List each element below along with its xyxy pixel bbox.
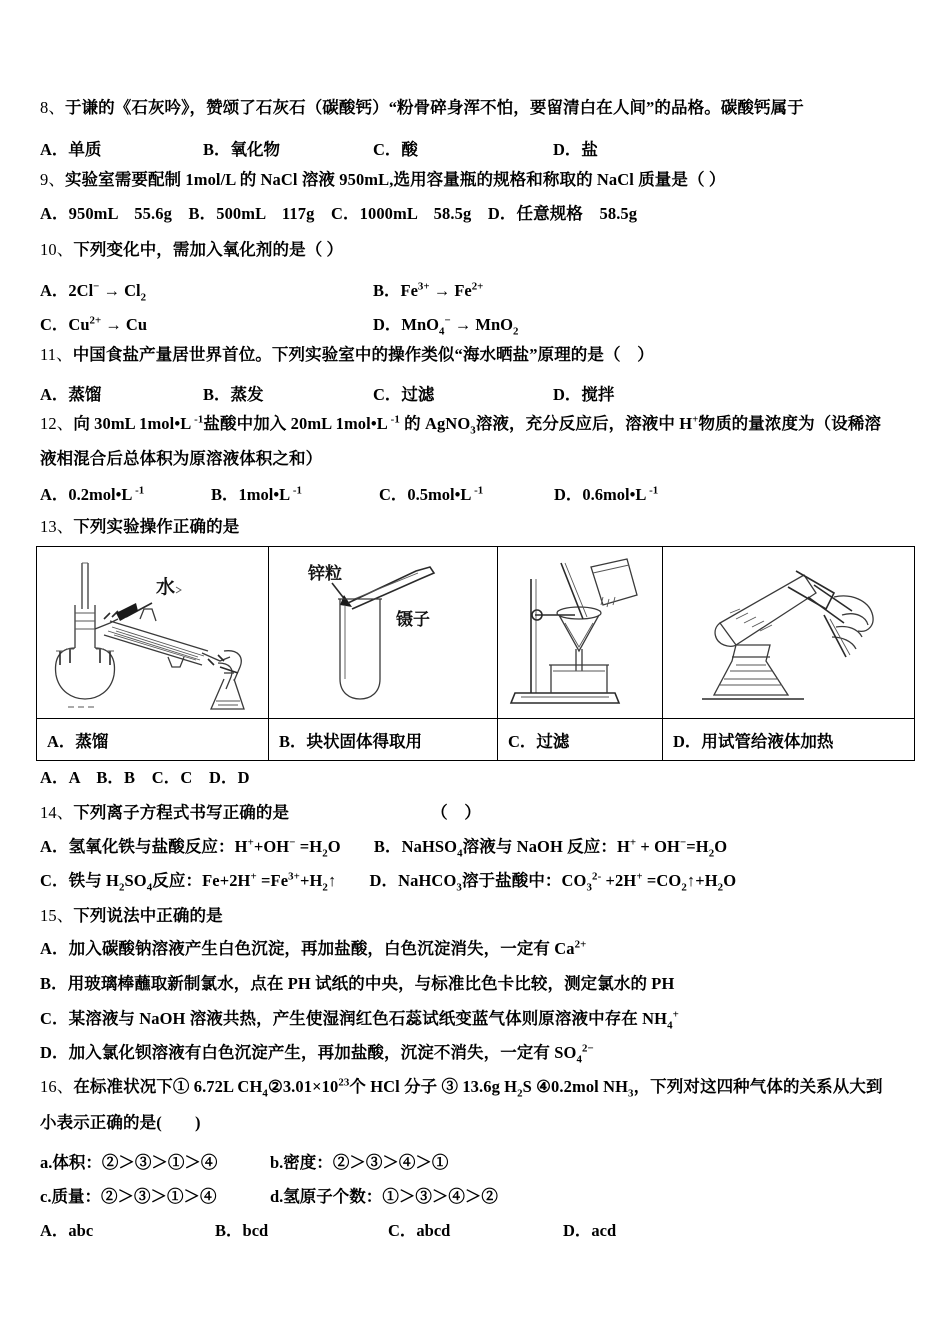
q12-option-d-formula: 0.6mol•L $^{-1}$ — [582, 484, 659, 504]
q16-statement-c — [40, 1183, 270, 1207]
q10-number: 10、 — [40, 240, 74, 259]
apparatus-label-b-letter: B． — [279, 731, 307, 751]
q8-option-a-label: A． — [40, 140, 69, 159]
q9-number: 9、 — [40, 170, 65, 189]
q11-option-a-label: A． — [40, 385, 69, 404]
q16-option-d-text: acd — [591, 1221, 617, 1240]
q8-option-a-text: 单质 — [68, 140, 102, 159]
q15-stem-text: 下列说法中正确的是 — [73, 906, 223, 925]
q8-option-c-label: C． — [373, 140, 402, 159]
q16-statement-d-value: ①＞③＞④＞② — [382, 1187, 498, 1206]
q10-options-row2 — [40, 311, 930, 338]
q16-option-a[interactable] — [40, 1217, 215, 1241]
q16-statement-a-key: a.体积： — [40, 1153, 102, 1172]
q12-option-c-formula: 0.5mol•L $^{-1}$ — [407, 484, 484, 504]
q16-statement-b — [270, 1149, 448, 1173]
q8-option-d-label: D． — [553, 140, 582, 159]
question-16-stem-line1 — [40, 1076, 940, 1100]
question-12-stem-line1 — [40, 413, 935, 437]
q16-statements-row2 — [40, 1183, 930, 1207]
q12-option-c-label: C． — [379, 485, 408, 504]
q10-option-c[interactable] — [40, 311, 373, 335]
apparatus-label-a[interactable] — [37, 719, 269, 761]
q8-options — [40, 136, 930, 160]
q16-option-a-text: abc — [68, 1221, 94, 1240]
q11-option-d-text: 搅拌 — [581, 385, 615, 404]
q15-option-b[interactable]: B．用玻璃棒蘸取新制氯水，点在 PH 试纸的中央，与标准比色卡比较，测定氯水的 PH — [40, 974, 675, 993]
apparatus-table — [36, 546, 915, 761]
apparatus-label-b-text: 块状固体得取用 — [306, 731, 423, 751]
q16-statement-b-key: b.密度： — [270, 1153, 333, 1172]
q15-option-c[interactable]: C．某溶液与 NaOH 溶液共热，产生使湿润红色石蕊试纸变蓝气体则原溶液中存在 $NH_4^+$ — [40, 1008, 679, 1032]
q12-option-d-label: D． — [554, 485, 583, 504]
q16-option-a-label: A． — [40, 1221, 69, 1240]
apparatus-cell-c — [498, 547, 663, 719]
water-label-text: 水 — [155, 575, 175, 598]
q16-option-d[interactable] — [563, 1217, 616, 1241]
q16-statement-a — [40, 1149, 270, 1173]
question-10-stem — [40, 242, 930, 259]
q12-stem-text-1: 向 30mL 1mol•L $^{-1}$盐酸中加入 20mL 1mol•L $^{-1}$ 的 AgNO$_3$溶液，充分反应后，溶液中 H+物质的量浓度为（设稀溶 — [73, 413, 882, 437]
q8-stem-text: 于谦的《石灰吟》，赞颂了石灰石（碳酸钙）“粉骨碎身浑不怕，要留清白在人间”的品格。碳酸钙属于 — [64, 98, 804, 117]
q12-option-a-label: A． — [40, 485, 69, 504]
heating-test-tube-icon — [684, 553, 894, 713]
q13-answer-options[interactable]: A．A B．B C．C D．D — [40, 768, 250, 787]
q16-option-d-label: D． — [563, 1221, 592, 1240]
q12-stem-line2: 液相混合后总体积为原溶液体积之和） — [40, 449, 323, 468]
q16-option-b[interactable] — [215, 1217, 388, 1241]
q8-stem — [40, 100, 930, 117]
zinc-granule-label-text: 锌粒 — [308, 563, 342, 584]
apparatus-label-c[interactable] — [498, 719, 663, 761]
q9-options-line[interactable]: A．950mL 55.6g B．500mL 117g C．1000mL 58.5g D．任意规格 58.5g — [40, 204, 638, 223]
test-tube-tweezers-icon — [288, 553, 478, 713]
apparatus-figure-row — [37, 547, 915, 719]
filtration-apparatus-icon — [505, 553, 655, 713]
q11-option-a[interactable] — [40, 381, 203, 405]
q10-option-b[interactable] — [373, 277, 483, 301]
apparatus-label-a-text: 蒸馏 — [75, 731, 109, 751]
q14-option-line-2[interactable]: C．铁与 $H_2SO_4$反应：$Fe+2H^+ =Fe^{3+}+H_2↑$ D．NaHCO$_3$溶于盐酸中：$CO_3^{2-} +2H^+$ $=CO_2↑+H_2O$ — [40, 870, 737, 894]
q11-option-d-label: D． — [553, 385, 582, 404]
q12-option-a-formula: 0.2mol•L $^{-1}$ — [68, 484, 145, 504]
q15-option-a[interactable]: A．加入碳酸钠溶液产生白色沉淀，再加盐酸，白色沉淀消失，一定有 $Ca^{2+}$ — [40, 938, 587, 958]
question-9-stem — [40, 172, 930, 189]
q10-option-a-label: A． — [40, 281, 69, 300]
q13-stem-text: 下列实验操作正确的是 — [73, 517, 240, 536]
q14-option-line-1[interactable]: A．氢氧化铁与盐酸反应：$H^++OH^- =H_2O$ B．NaHSO$_4$溶液与 NaOH 反应：$H^+ + OH^-=H_2O$ — [40, 836, 728, 860]
q8-option-d[interactable] — [553, 136, 598, 160]
q16-statement-c-key: c.质量： — [40, 1187, 101, 1206]
q16-stem-line2: 小表示正确的是( ) — [40, 1113, 201, 1132]
q12-option-b-label: B． — [211, 485, 239, 504]
q10-option-b-formula: $Fe^{3+} \to Fe^{2+}$ — [400, 280, 484, 300]
q12-options — [40, 481, 930, 505]
q11-option-c-text: 过滤 — [401, 385, 435, 404]
apparatus-label-row — [37, 719, 915, 761]
apparatus-label-b[interactable] — [269, 719, 498, 761]
q12-option-b-formula: 1mol•L $^{-1}$ — [238, 484, 302, 504]
q14-answer-marker: （ ） — [431, 803, 481, 822]
q10-option-d-formula: MnO$_4$− → MnO$_2$ — [401, 314, 519, 338]
q10-option-b-label: B． — [373, 281, 401, 300]
q10-options-row1 — [40, 277, 930, 304]
q8-option-c[interactable] — [373, 136, 553, 160]
q16-option-c-label: C． — [388, 1221, 417, 1240]
q10-option-c-formula: $Cu^{2+} \to Cu$ — [68, 314, 147, 334]
q16-stem-text-1: 在标准状况下① 6.72L $CH_4②3.01\times 10^{23}$个 HCl 分子 ③ 13.6g $H_2S$ ④0.2mol $NH_3$，下列对这四种气体的关系从大到 — [73, 1076, 883, 1100]
distillation-apparatus-icon — [48, 553, 258, 713]
q11-option-c[interactable] — [373, 381, 553, 405]
q11-number: 11、 — [40, 345, 73, 364]
q11-option-b-label: B． — [203, 385, 231, 404]
apparatus-label-d-text: 用试管给液体加热 — [701, 731, 834, 751]
q12-option-d[interactable] — [554, 481, 658, 505]
apparatus-cell-a — [37, 547, 269, 719]
q8-option-c-text: 酸 — [401, 140, 418, 159]
apparatus-cell-b — [269, 547, 498, 719]
q16-statement-b-value: ②＞③＞④＞① — [332, 1153, 449, 1172]
q16-statement-c-value: ②＞③＞①＞④ — [100, 1187, 217, 1206]
q8-option-a[interactable] — [40, 136, 203, 160]
question-11-stem — [40, 347, 930, 364]
q10-stem-text: 下列变化中，需加入氧化剂的是（ ） — [73, 240, 344, 259]
q10-option-d-label: D． — [373, 315, 402, 334]
q8-option-b-label: B． — [203, 140, 231, 159]
q11-option-b[interactable] — [203, 381, 373, 405]
q16-statement-a-value: ②＞③＞①＞④ — [101, 1153, 218, 1172]
q15-option-d[interactable]: D．加入氯化钡溶液有白色沉淀产生，再加盐酸，沉淀不消失，一定有 $SO_4^{2-}$ — [40, 1042, 594, 1066]
q8-option-b[interactable] — [203, 136, 373, 160]
q10-option-a-formula: $2Cl^- \to Cl_2$ — [68, 280, 147, 304]
q15-number: 15、 — [40, 906, 74, 925]
q14-stem-text: 下列离子方程式书写正确的是 — [73, 803, 290, 822]
q13-number: 13、 — [40, 517, 74, 536]
q16-statements-row1 — [40, 1149, 930, 1173]
q12-option-b[interactable] — [211, 481, 379, 505]
q11-option-d[interactable] — [553, 381, 614, 405]
q11-option-c-label: C． — [373, 385, 402, 404]
q16-statement-d — [270, 1183, 498, 1207]
q14-number: 14、 — [40, 803, 74, 822]
q11-options — [40, 381, 930, 405]
q12-option-c[interactable] — [379, 481, 554, 505]
q8-option-d-text: 盐 — [581, 140, 598, 159]
q12-option-a[interactable] — [40, 481, 211, 505]
q16-number: 16、 — [40, 1077, 74, 1096]
q16-option-b-label: B． — [215, 1221, 243, 1240]
q11-option-a-text: 蒸馏 — [68, 385, 102, 404]
question-8 — [40, 100, 930, 117]
q8-option-b-text: 氧化物 — [230, 140, 281, 159]
q16-options — [40, 1217, 930, 1241]
q16-option-c[interactable] — [388, 1217, 563, 1241]
q10-option-d[interactable] — [373, 311, 519, 338]
q8-number: 8、 — [40, 98, 65, 117]
q16-option-c-text: abcd — [416, 1221, 451, 1240]
q9-stem-text: 实验室需要配制 1mol/L 的 NaCl 溶液 950mL,选用容量瓶的规格和称取的 NaCl 质量是（ ） — [64, 170, 726, 189]
question-13-stem — [40, 519, 930, 536]
apparatus-label-d[interactable] — [663, 719, 915, 761]
apparatus-label-c-letter: C． — [508, 731, 537, 751]
q12-number: 12、 — [40, 414, 74, 433]
tweezers-label-text: 镊子 — [396, 609, 430, 630]
q11-stem-text: 中国食盐产量居世界首位。下列实验室中的操作类似“海水晒盐”原理的是（ ） — [72, 345, 654, 364]
apparatus-label-d-letter: D． — [673, 731, 702, 751]
apparatus-cell-d — [663, 547, 915, 719]
q10-option-c-label: C． — [40, 315, 69, 334]
apparatus-label-a-letter: A． — [47, 731, 76, 751]
question-14-stem — [40, 805, 930, 822]
q16-statement-d-key: d.氢原子个数： — [270, 1187, 383, 1206]
q11-option-b-text: 蒸发 — [230, 385, 264, 404]
apparatus-label-c-text: 过滤 — [536, 731, 570, 751]
q10-option-a[interactable] — [40, 277, 373, 304]
question-15-stem — [40, 908, 930, 925]
q16-option-b-text: bcd — [242, 1221, 269, 1240]
